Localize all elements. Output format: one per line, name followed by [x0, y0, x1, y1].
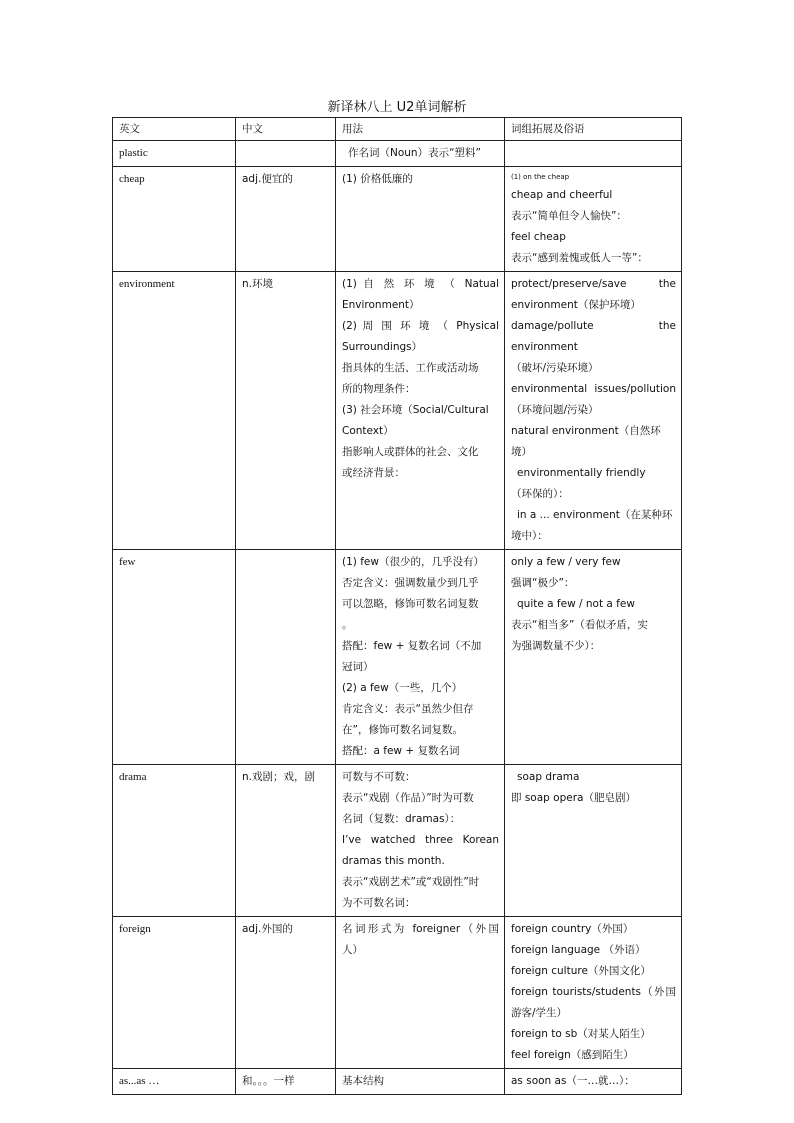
vocab-table	[112, 117, 682, 1095]
phrase-line: as soon as（一…就…）：	[511, 1075, 635, 1087]
word-cell: environment	[113, 272, 236, 550]
phrase-line: soap drama	[517, 771, 580, 783]
usage-line: 指具体的生活、工作或活动场	[342, 362, 479, 374]
phrase-line: only a few / very few	[511, 556, 621, 568]
usage-cell	[336, 550, 505, 765]
page-title: 新译林八上 U2单词解析	[327, 100, 467, 115]
usage-line: 基本结构	[342, 1075, 384, 1087]
phrase-line: 游客/学生）	[511, 1007, 568, 1019]
usage-line: Context）	[342, 425, 394, 437]
table-row	[113, 141, 682, 167]
word-cell: as...as …	[113, 1069, 236, 1095]
usage-line: 所的物理条件：	[342, 383, 416, 395]
phrase-line: foreign language （外语）	[511, 944, 646, 956]
usage-line: 。	[342, 619, 353, 631]
phrase-line: 表示“感到羞愧或低人一等”：	[511, 252, 648, 264]
phrases-cell	[505, 167, 682, 272]
phrase-line: cheap and cheerful	[511, 189, 613, 201]
meaning-cell: 和。。。一样	[236, 1069, 336, 1095]
meaning-cell	[236, 141, 336, 167]
usage-cell	[336, 917, 505, 1069]
phrase-line: foreign tourists/students（外国	[511, 986, 676, 998]
meaning-cell: n.环境	[236, 272, 336, 550]
usage-line: (2) a few（一些，几个）	[342, 682, 463, 694]
usage-line: 肯定含义：表示“虽然少但存	[342, 703, 474, 715]
usage-line: 搭配：a few + 复数名词	[342, 745, 460, 757]
usage-line: 或经济背景：	[342, 467, 405, 479]
table-row	[113, 272, 682, 550]
phrase-line: （环境问题/污染）	[511, 404, 599, 416]
phrases-cell	[505, 1069, 682, 1095]
phrases-cell	[505, 272, 682, 550]
phrases-cell	[505, 141, 682, 167]
usage-line: (2) 周 围 环 境 （ Physical	[342, 320, 499, 332]
usage-line: (1) few（很少的，几乎没有）	[342, 556, 484, 568]
phrases-cell	[505, 765, 682, 917]
phrase-line: protect/preserve/save the	[511, 278, 676, 290]
word-cell: foreign	[113, 917, 236, 1069]
phrase-line: foreign country（外国）	[511, 923, 634, 935]
usage-line: (1) 自 然 环 境 （ Natual	[342, 278, 499, 290]
usage-line: Surroundings）	[342, 341, 423, 353]
usage-line: Environment）	[342, 299, 420, 311]
phrase-line: natural environment（自然环境）	[511, 425, 661, 458]
table-row	[113, 917, 682, 1069]
phrase-line: 即 soap opera（肥皂剧）	[511, 792, 636, 804]
phrase-line: environmental issues/pollution	[511, 383, 676, 395]
usage-line: 指影响人或群体的社会、文化	[342, 446, 479, 458]
phrase-line: 境中）：	[511, 530, 548, 542]
phrase-line: environment（保护环境）	[511, 299, 641, 311]
word-cell: drama	[113, 765, 236, 917]
usage-line: (1) 价格低廉的	[342, 173, 413, 185]
usage-line: 作名词（Noun）表示“塑料”	[348, 147, 481, 159]
meaning-cell: n.戏剧；戏，剧	[236, 765, 336, 917]
usage-line: 名词（复数：dramas）：	[342, 813, 461, 825]
phrase-line: foreign culture（外国文化）	[511, 965, 651, 977]
usage-line: 可以忽略，修饰可数名词复数	[342, 598, 479, 610]
meaning-cell	[236, 550, 336, 765]
table-header-row	[113, 118, 682, 141]
phrase-line: foreign to sb（对某人陌生）	[511, 1028, 651, 1040]
phrase-line: feel cheap	[511, 231, 566, 243]
phrase-line: （环保的）：	[511, 488, 569, 500]
usage-line: I’ve watched three Korean	[342, 834, 499, 846]
phrase-line: quite a few / not a few	[517, 598, 635, 610]
usage-line: 表示“戏剧艺术”或“戏剧性”时	[342, 876, 480, 888]
header-zh: 中文	[236, 118, 336, 141]
phrase-line: 表示“相当多”（看似矛盾，实	[511, 619, 648, 631]
word-cell: cheap	[113, 167, 236, 272]
usage-line: 表示“戏剧（作品）”时为可数	[342, 792, 474, 804]
meaning-cell: adj.外国的	[236, 917, 336, 1069]
phrase-line: damage/pollute the environment	[511, 320, 676, 353]
header-phrases: 词组拓展及俗语	[505, 118, 682, 141]
phrase-line: (1) on the cheap	[511, 173, 570, 181]
usage-line: 名词形式为 foreigner（外国	[342, 923, 499, 935]
usage-line: (3) 社会环境（Social/Cultural	[342, 404, 489, 416]
phrases-cell	[505, 550, 682, 765]
usage-line: 否定含义：强调数量少到几乎	[342, 577, 479, 589]
header-usage: 用法	[336, 118, 505, 141]
usage-line: dramas this month.	[342, 855, 445, 867]
phrase-line: feel foreign（感到陌生）	[511, 1049, 634, 1061]
usage-line: 可数与不可数：	[342, 771, 416, 783]
usage-cell	[336, 1069, 505, 1095]
phrase-line: 强调“极少”：	[511, 577, 575, 589]
phrase-line: environmentally friendly	[517, 467, 646, 479]
phrase-line: （破坏/污染环境）	[511, 362, 599, 374]
usage-line: 为不可数名词：	[342, 897, 416, 909]
word-cell: plastic	[113, 141, 236, 167]
usage-cell	[336, 272, 505, 550]
phrases-cell	[505, 917, 682, 1069]
usage-line: 在”，修饰可数名词复数。	[342, 724, 463, 736]
phrase-line: 为强调数量不少）：	[511, 640, 601, 652]
header-en: 英文	[113, 118, 236, 141]
usage-cell	[336, 141, 505, 167]
phrase-line: in a ... environment（在某种环	[517, 509, 673, 521]
table-row	[113, 1069, 682, 1095]
usage-line: 冠词）	[342, 661, 374, 673]
table-row	[113, 167, 682, 272]
usage-line: 人）	[342, 944, 363, 956]
phrase-line: 表示“简单但令人愉快”：	[511, 210, 627, 222]
word-cell: few	[113, 550, 236, 765]
usage-cell	[336, 167, 505, 272]
usage-line: 搭配：few + 复数名词（不加	[342, 640, 482, 652]
table-row	[113, 550, 682, 765]
table-row	[113, 765, 682, 917]
meaning-cell: adj.便宜的	[236, 167, 336, 272]
usage-cell	[336, 765, 505, 917]
